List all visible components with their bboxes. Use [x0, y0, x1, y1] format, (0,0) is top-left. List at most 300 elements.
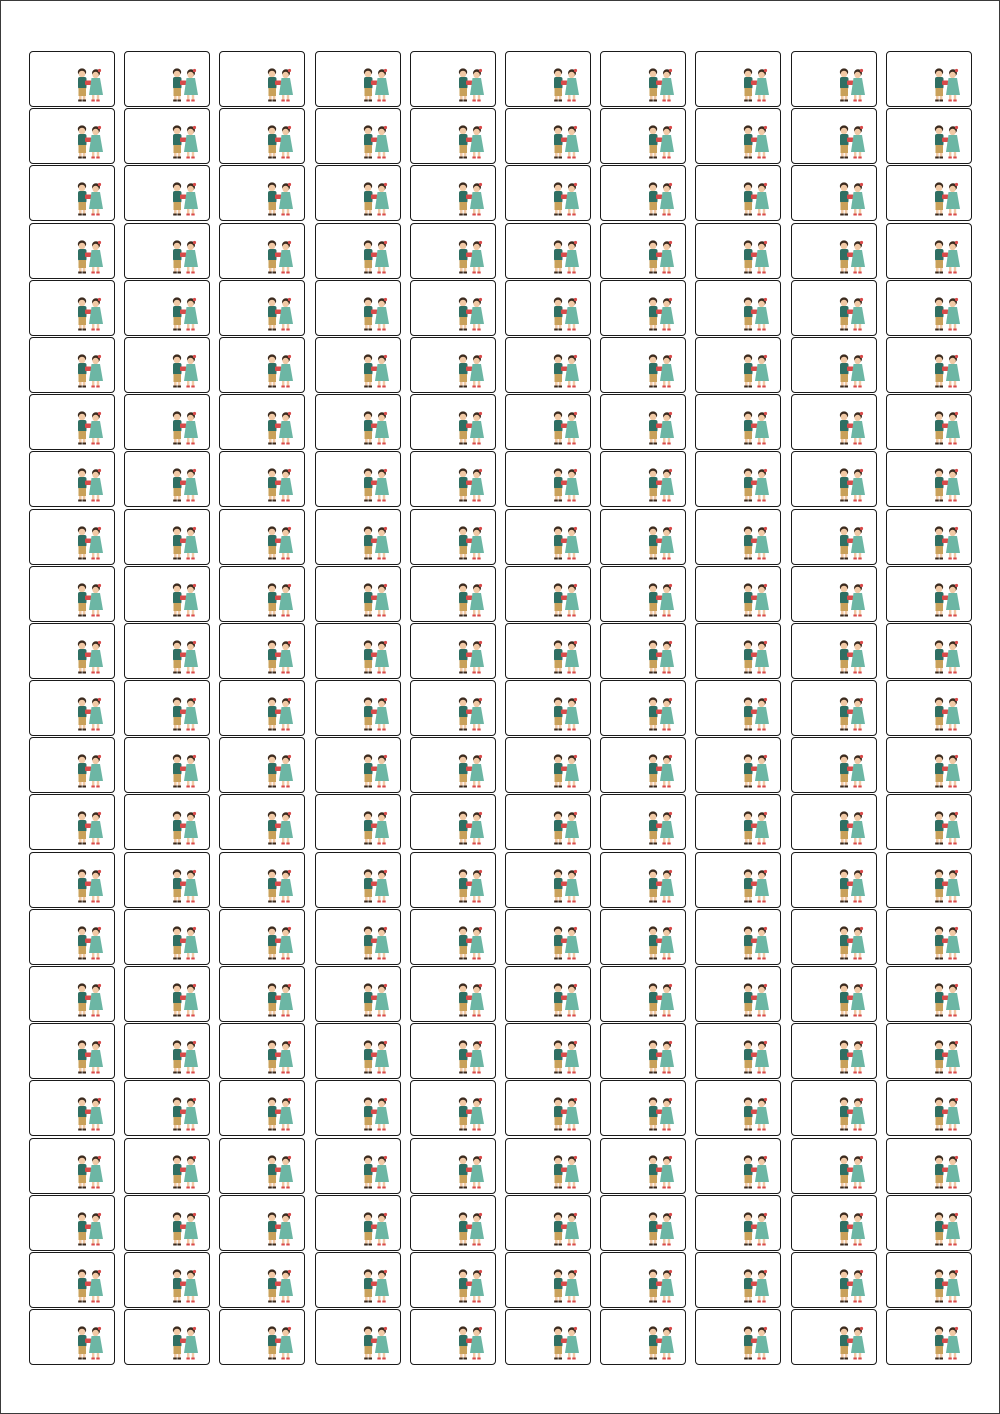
sticker-label — [410, 909, 496, 965]
sticker-label — [315, 51, 401, 107]
sticker-label — [410, 51, 496, 107]
children-couple-icon — [358, 1267, 392, 1303]
sticker-label — [315, 451, 401, 507]
sticker-label — [315, 165, 401, 221]
children-couple-icon — [262, 1324, 296, 1360]
sticker-label — [219, 394, 305, 450]
children-couple-icon — [262, 409, 296, 445]
sticker-label — [505, 1138, 591, 1194]
children-couple-icon — [738, 66, 772, 102]
children-couple-icon — [929, 981, 963, 1017]
sticker-label — [791, 394, 877, 450]
sticker-label — [315, 852, 401, 908]
sticker-label — [600, 566, 686, 622]
children-couple-icon — [643, 524, 677, 560]
sticker-label — [219, 737, 305, 793]
sticker-label — [886, 1195, 972, 1251]
sticker-label — [410, 1195, 496, 1251]
sticker-label — [315, 737, 401, 793]
children-couple-icon — [72, 1095, 106, 1131]
sticker-label — [29, 1309, 115, 1365]
children-couple-icon — [929, 1210, 963, 1246]
sticker-label — [600, 1080, 686, 1136]
sticker-label — [600, 852, 686, 908]
sticker-label — [695, 1023, 781, 1079]
children-couple-icon — [167, 1267, 201, 1303]
sticker-label — [695, 509, 781, 565]
sticker-label — [505, 1309, 591, 1365]
sticker-label — [886, 966, 972, 1022]
children-couple-icon — [738, 1153, 772, 1189]
sticker-label — [505, 966, 591, 1022]
children-couple-icon — [643, 924, 677, 960]
children-couple-icon — [738, 466, 772, 502]
sticker-label — [886, 1080, 972, 1136]
sticker-label — [791, 909, 877, 965]
children-couple-icon — [548, 924, 582, 960]
sticker-label — [29, 509, 115, 565]
children-couple-icon — [262, 1038, 296, 1074]
children-couple-icon — [643, 1153, 677, 1189]
sticker-label — [410, 794, 496, 850]
children-couple-icon — [72, 123, 106, 159]
children-couple-icon — [738, 295, 772, 331]
sticker-label — [695, 852, 781, 908]
children-couple-icon — [929, 66, 963, 102]
sticker-label — [315, 1080, 401, 1136]
sticker-label — [29, 451, 115, 507]
children-couple-icon — [358, 466, 392, 502]
sticker-label — [410, 509, 496, 565]
sticker-label — [219, 566, 305, 622]
sticker-label — [600, 223, 686, 279]
sticker-label — [600, 1138, 686, 1194]
children-couple-icon — [643, 581, 677, 617]
children-couple-icon — [738, 752, 772, 788]
children-couple-icon — [738, 695, 772, 731]
sticker-label — [505, 1080, 591, 1136]
children-couple-icon — [738, 981, 772, 1017]
children-couple-icon — [453, 1095, 487, 1131]
children-couple-icon — [548, 581, 582, 617]
sticker-label — [315, 909, 401, 965]
children-couple-icon — [167, 581, 201, 617]
children-couple-icon — [358, 981, 392, 1017]
sticker-label — [600, 794, 686, 850]
sticker-label — [695, 680, 781, 736]
children-couple-icon — [262, 695, 296, 731]
sticker-label — [600, 394, 686, 450]
children-couple-icon — [453, 695, 487, 731]
children-couple-icon — [453, 1324, 487, 1360]
children-couple-icon — [167, 924, 201, 960]
sticker-label — [886, 280, 972, 336]
children-couple-icon — [929, 638, 963, 674]
children-couple-icon — [929, 924, 963, 960]
sticker-label — [505, 1023, 591, 1079]
sticker-label — [29, 1252, 115, 1308]
children-couple-icon — [262, 466, 296, 502]
sticker-label — [219, 680, 305, 736]
sticker-label — [505, 451, 591, 507]
sticker-label — [29, 909, 115, 965]
children-couple-icon — [548, 695, 582, 731]
children-couple-icon — [167, 1095, 201, 1131]
children-couple-icon — [453, 238, 487, 274]
sticker-label — [791, 1080, 877, 1136]
children-couple-icon — [358, 123, 392, 159]
sticker-label — [886, 108, 972, 164]
children-couple-icon — [929, 809, 963, 845]
children-couple-icon — [738, 924, 772, 960]
sticker-label — [695, 165, 781, 221]
sticker-label — [505, 909, 591, 965]
sticker-label — [410, 451, 496, 507]
sticker-label — [219, 1309, 305, 1365]
sticker-label — [124, 909, 210, 965]
children-couple-icon — [72, 924, 106, 960]
children-couple-icon — [548, 638, 582, 674]
sticker-label — [505, 108, 591, 164]
children-couple-icon — [643, 238, 677, 274]
children-couple-icon — [453, 180, 487, 216]
children-couple-icon — [262, 1267, 296, 1303]
children-couple-icon — [453, 581, 487, 617]
children-couple-icon — [738, 180, 772, 216]
sticker-label — [29, 852, 115, 908]
children-couple-icon — [358, 238, 392, 274]
sticker-label — [29, 566, 115, 622]
sticker-label — [219, 1252, 305, 1308]
children-couple-icon — [453, 66, 487, 102]
children-couple-icon — [548, 238, 582, 274]
sticker-label — [124, 1195, 210, 1251]
sticker-label — [29, 680, 115, 736]
children-couple-icon — [548, 752, 582, 788]
children-couple-icon — [167, 123, 201, 159]
sticker-label — [791, 737, 877, 793]
children-couple-icon — [643, 1324, 677, 1360]
sticker-label — [124, 1252, 210, 1308]
sticker-label — [886, 1138, 972, 1194]
sticker-label — [410, 1080, 496, 1136]
sticker-label — [29, 794, 115, 850]
sticker-label — [791, 451, 877, 507]
children-couple-icon — [548, 1267, 582, 1303]
sticker-label — [124, 1138, 210, 1194]
children-couple-icon — [643, 695, 677, 731]
children-couple-icon — [929, 180, 963, 216]
children-couple-icon — [834, 867, 868, 903]
sticker-label — [886, 909, 972, 965]
sticker-label — [695, 451, 781, 507]
children-couple-icon — [167, 352, 201, 388]
sticker-label — [315, 566, 401, 622]
sticker-label — [410, 394, 496, 450]
sticker-label — [886, 223, 972, 279]
children-couple-icon — [72, 1267, 106, 1303]
sticker-label — [600, 51, 686, 107]
sticker-label — [29, 394, 115, 450]
sticker-label — [505, 623, 591, 679]
sticker-label — [695, 623, 781, 679]
sticker-label — [505, 394, 591, 450]
sticker-label — [29, 223, 115, 279]
sticker-label — [600, 1023, 686, 1079]
sticker-label — [791, 337, 877, 393]
sticker-label — [124, 223, 210, 279]
sticker-label — [791, 280, 877, 336]
sticker-label — [219, 623, 305, 679]
sticker-label — [29, 1080, 115, 1136]
sticker-label — [410, 223, 496, 279]
sticker-label — [886, 1309, 972, 1365]
sticker-label — [315, 623, 401, 679]
children-couple-icon — [167, 695, 201, 731]
children-couple-icon — [72, 638, 106, 674]
children-couple-icon — [358, 638, 392, 674]
sticker-label — [124, 566, 210, 622]
sticker-label — [219, 966, 305, 1022]
sticker-label — [124, 337, 210, 393]
sticker-label — [315, 108, 401, 164]
sticker-label — [410, 165, 496, 221]
sticker-label — [600, 680, 686, 736]
children-couple-icon — [72, 1038, 106, 1074]
sticker-label — [886, 337, 972, 393]
sticker-label — [695, 966, 781, 1022]
sticker-label — [695, 1138, 781, 1194]
sticker-label — [886, 1252, 972, 1308]
children-couple-icon — [929, 1153, 963, 1189]
children-couple-icon — [548, 524, 582, 560]
sticker-label — [29, 623, 115, 679]
sticker-label — [791, 680, 877, 736]
children-couple-icon — [358, 409, 392, 445]
children-couple-icon — [929, 466, 963, 502]
sticker-label — [505, 794, 591, 850]
sticker-label — [886, 680, 972, 736]
sticker-label — [124, 623, 210, 679]
sticker-label — [505, 1252, 591, 1308]
children-couple-icon — [548, 409, 582, 445]
children-couple-icon — [643, 867, 677, 903]
sticker-label — [695, 566, 781, 622]
children-couple-icon — [453, 809, 487, 845]
sticker-label — [29, 966, 115, 1022]
children-couple-icon — [358, 924, 392, 960]
children-couple-icon — [834, 1095, 868, 1131]
children-couple-icon — [643, 752, 677, 788]
children-couple-icon — [834, 524, 868, 560]
children-couple-icon — [738, 638, 772, 674]
children-couple-icon — [548, 1038, 582, 1074]
children-couple-icon — [834, 1210, 868, 1246]
children-couple-icon — [738, 123, 772, 159]
children-couple-icon — [72, 867, 106, 903]
children-couple-icon — [72, 352, 106, 388]
children-couple-icon — [262, 66, 296, 102]
children-couple-icon — [262, 352, 296, 388]
children-couple-icon — [834, 466, 868, 502]
sticker-label — [219, 51, 305, 107]
children-couple-icon — [72, 466, 106, 502]
sticker-label — [124, 451, 210, 507]
sticker-label — [600, 737, 686, 793]
sticker-label — [791, 1252, 877, 1308]
sticker-label — [315, 509, 401, 565]
sticker-label — [219, 1080, 305, 1136]
children-couple-icon — [929, 1324, 963, 1360]
children-couple-icon — [167, 180, 201, 216]
sticker-label — [410, 966, 496, 1022]
sticker-label — [315, 1252, 401, 1308]
children-couple-icon — [167, 66, 201, 102]
children-couple-icon — [72, 752, 106, 788]
sticker-label — [695, 1309, 781, 1365]
children-couple-icon — [643, 295, 677, 331]
children-couple-icon — [72, 295, 106, 331]
children-couple-icon — [262, 638, 296, 674]
sticker-label — [315, 1138, 401, 1194]
children-couple-icon — [358, 1324, 392, 1360]
children-couple-icon — [358, 1038, 392, 1074]
sticker-label — [791, 1195, 877, 1251]
children-couple-icon — [72, 409, 106, 445]
children-couple-icon — [548, 66, 582, 102]
sticker-label — [791, 566, 877, 622]
sticker-label — [505, 223, 591, 279]
sticker-label — [791, 1023, 877, 1079]
sticker-label — [791, 966, 877, 1022]
sticker-label — [29, 737, 115, 793]
sticker-label — [505, 566, 591, 622]
sticker-label — [410, 108, 496, 164]
sticker-label — [124, 51, 210, 107]
sticker-label — [600, 966, 686, 1022]
children-couple-icon — [167, 809, 201, 845]
children-couple-icon — [167, 752, 201, 788]
children-couple-icon — [167, 238, 201, 274]
sticker-label — [410, 737, 496, 793]
children-couple-icon — [548, 123, 582, 159]
sticker-label — [505, 509, 591, 565]
children-couple-icon — [738, 238, 772, 274]
children-couple-icon — [834, 1267, 868, 1303]
sticker-label — [886, 566, 972, 622]
children-couple-icon — [834, 1038, 868, 1074]
children-couple-icon — [358, 867, 392, 903]
sticker-label — [695, 1252, 781, 1308]
children-couple-icon — [167, 409, 201, 445]
sticker-label — [505, 852, 591, 908]
children-couple-icon — [453, 1267, 487, 1303]
children-couple-icon — [167, 981, 201, 1017]
children-couple-icon — [738, 867, 772, 903]
children-couple-icon — [358, 695, 392, 731]
sticker-label — [600, 509, 686, 565]
children-couple-icon — [929, 238, 963, 274]
children-couple-icon — [643, 466, 677, 502]
sticker-label — [410, 280, 496, 336]
sticker-label — [219, 1195, 305, 1251]
sticker-label — [124, 1309, 210, 1365]
children-couple-icon — [643, 981, 677, 1017]
children-couple-icon — [72, 581, 106, 617]
sticker-label — [410, 566, 496, 622]
children-couple-icon — [929, 352, 963, 388]
sticker-label — [410, 680, 496, 736]
children-couple-icon — [262, 981, 296, 1017]
sticker-label — [695, 223, 781, 279]
children-couple-icon — [929, 123, 963, 159]
sticker-label — [505, 165, 591, 221]
sticker-label — [124, 1023, 210, 1079]
sticker-label — [219, 165, 305, 221]
sticker-label — [600, 909, 686, 965]
sticker-label — [886, 51, 972, 107]
sticker-label — [410, 1023, 496, 1079]
sticker-label — [219, 909, 305, 965]
children-couple-icon — [262, 1153, 296, 1189]
sticker-label — [29, 1023, 115, 1079]
children-couple-icon — [548, 466, 582, 502]
sticker-label — [410, 852, 496, 908]
sticker-label — [124, 852, 210, 908]
sticker-label — [315, 337, 401, 393]
sticker-label — [886, 1023, 972, 1079]
sticker-label — [505, 337, 591, 393]
children-couple-icon — [929, 695, 963, 731]
sticker-label — [600, 1309, 686, 1365]
children-couple-icon — [548, 981, 582, 1017]
sticker-label — [600, 337, 686, 393]
children-couple-icon — [548, 1210, 582, 1246]
sticker-label — [29, 108, 115, 164]
sticker-label — [219, 1023, 305, 1079]
children-couple-icon — [262, 809, 296, 845]
sticker-label — [695, 394, 781, 450]
children-couple-icon — [834, 66, 868, 102]
children-couple-icon — [262, 752, 296, 788]
children-couple-icon — [643, 1267, 677, 1303]
sticker-label — [219, 337, 305, 393]
children-couple-icon — [167, 1210, 201, 1246]
children-couple-icon — [167, 1153, 201, 1189]
children-couple-icon — [262, 524, 296, 560]
children-couple-icon — [262, 1095, 296, 1131]
sticker-label — [315, 680, 401, 736]
children-couple-icon — [738, 524, 772, 560]
children-couple-icon — [262, 238, 296, 274]
children-couple-icon — [738, 1038, 772, 1074]
sticker-label — [791, 51, 877, 107]
children-couple-icon — [358, 295, 392, 331]
children-couple-icon — [643, 352, 677, 388]
sticker-label — [29, 337, 115, 393]
sticker-label — [219, 451, 305, 507]
children-couple-icon — [453, 295, 487, 331]
children-couple-icon — [453, 924, 487, 960]
sticker-label — [791, 108, 877, 164]
sticker-label — [124, 165, 210, 221]
sticker-label — [791, 509, 877, 565]
children-couple-icon — [643, 638, 677, 674]
children-couple-icon — [72, 524, 106, 560]
children-couple-icon — [167, 524, 201, 560]
children-couple-icon — [72, 981, 106, 1017]
children-couple-icon — [72, 695, 106, 731]
